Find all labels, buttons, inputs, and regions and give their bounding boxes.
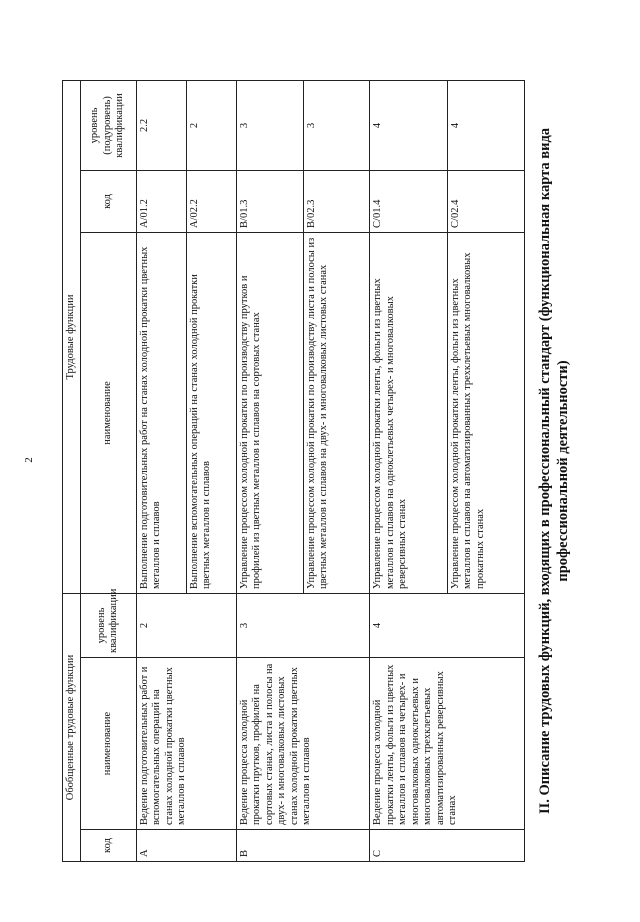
labor-level-cell: 3	[236, 80, 303, 170]
page-number: 2	[22, 457, 35, 463]
generalized-name-cell: Ведение процесса холодной прокатки прутков, профилей на сортовых станах, листа и полосы на двух- и многовалковых листовых станах холодной прокатки цветных металлов и сплавов	[236, 658, 370, 830]
header-columns-row	[80, 80, 136, 861]
generalized-level-cell: 3	[236, 593, 370, 657]
header-level: уровень квалификации	[80, 593, 136, 657]
generalized-code-cell: B	[236, 830, 370, 862]
header-generalized-functions: Обобщенные трудовые функции	[63, 593, 81, 861]
header-labor-functions: Трудовые функции	[63, 80, 81, 593]
labor-code-cell: A/01.2	[136, 170, 186, 232]
labor-code-cell: C/01.4	[370, 170, 447, 232]
labor-code-cell: B/01.3	[236, 170, 303, 232]
labor-level-cell: 2	[186, 80, 236, 170]
labor-code-cell: C/02.4	[447, 170, 524, 232]
labor-level-cell: 4	[447, 80, 524, 170]
labor-level-cell: 4	[370, 80, 447, 170]
labor-name-cell: Управление процессом холодной прокатки ленты, фольги из цветных металлов и сплавов на автоматизированных трехклетьевых многовалковых прокатных станах	[447, 232, 524, 593]
header-code: код	[80, 830, 136, 862]
generalized-name-cell: Ведение подготовительных работ и вспомогательных операций на станах холодной прокатки цветных металлов и сплавов	[136, 658, 236, 830]
labor-name-cell: Управление процессом холодной прокатки по производству листа и полосы из цветных металлов и сплавов на двух- и многовалковых листовых станах	[303, 232, 370, 593]
table-row	[370, 80, 447, 861]
labor-level-cell: 2.2	[136, 80, 186, 170]
title-line-2: профессиональной деятельности)	[555, 360, 571, 582]
title-line-1: II. Описание трудовых функций, входящих в профессиональный стандарт (функциональная карта вида	[537, 127, 553, 815]
header-labor-name: наименование	[80, 232, 136, 593]
generalized-level-cell: 2	[136, 593, 236, 657]
labor-name-cell: Выполнение вспомогательных операций на станах холодной прокатки цветных металлов и сплавов	[186, 232, 236, 593]
functional-map-table	[62, 80, 525, 862]
header-labor-code: код	[80, 170, 136, 232]
labor-code-cell: A/02.2	[186, 170, 236, 232]
generalized-name-cell: Ведение процесса холодной прокатки ленты, фольги из цветных металлов и сплавов на четырех- и многовалковых одноклетьевых и многовалковых трехклетьевых автоматизированных реверсивных станах	[370, 658, 525, 830]
table-row	[236, 80, 303, 861]
labor-code-cell: B/02.3	[303, 170, 370, 232]
generalized-code-cell: C	[370, 830, 525, 862]
section-title	[536, 96, 572, 846]
header-name: наименование	[80, 658, 136, 830]
labor-name-cell: Управление процессом холодной прокатки ленты, фольги из цветных металлов и сплавов на одноклетьевых четырех- и многовалковых реверсивных станах	[370, 232, 447, 593]
labor-name-cell: Выполнение подготовительных работ на станах холодной прокатки цветных металлов и сплавов	[136, 232, 186, 593]
table-row	[136, 80, 186, 861]
header-sublevel: уровень (подуровень) квалификации	[80, 80, 136, 170]
generalized-code-cell: A	[136, 830, 236, 862]
labor-name-cell: Управление процессом холодной прокатки по производству прутков и профилей из цветных металлов и сплавов на сортовых станах	[236, 232, 303, 593]
generalized-level-cell: 4	[370, 593, 525, 657]
header-band-row	[63, 80, 81, 861]
labor-level-cell: 3	[303, 80, 370, 170]
